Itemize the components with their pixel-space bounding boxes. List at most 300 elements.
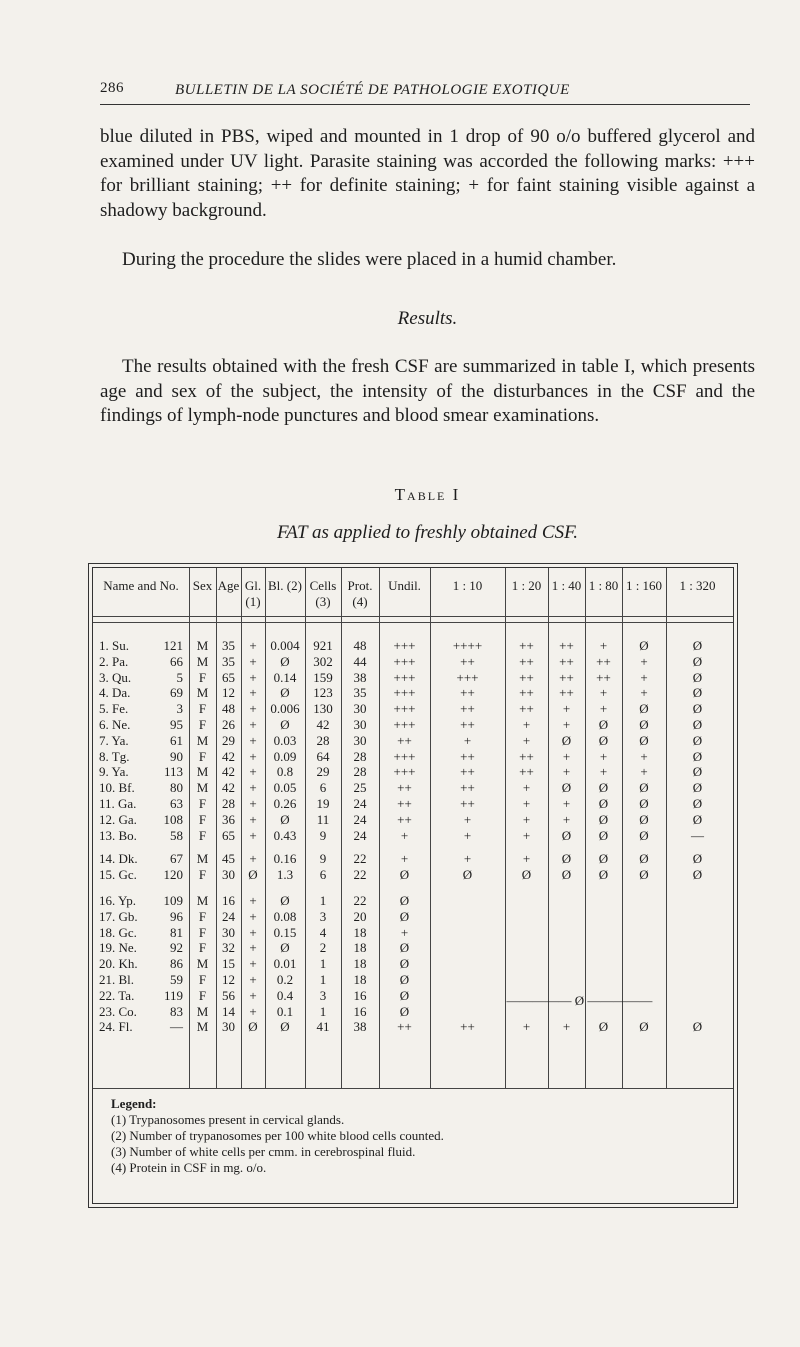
table-cell: 26 <box>222 717 235 732</box>
table-cell: + <box>522 811 531 827</box>
table-cell: +++ <box>393 717 416 732</box>
table-cell: 24 <box>222 908 235 924</box>
table-cell: 22 <box>353 851 367 866</box>
table-cell: Ø <box>399 1003 410 1019</box>
table-caption: FAT as applied to freshly obtained CSF. <box>276 522 579 543</box>
row-number: 86 <box>170 956 183 972</box>
table-cell: F <box>198 827 207 843</box>
table-cell: ++ <box>559 669 574 685</box>
table-cell: + <box>400 827 409 843</box>
column-header: 1 : 40 <box>551 578 582 593</box>
row-name: 23. Co. <box>99 1003 137 1019</box>
table-cell: 48 <box>222 701 235 717</box>
table-cell: Ø <box>692 669 703 685</box>
table-cell: Ø <box>639 851 649 866</box>
table-cell: +++ <box>456 669 479 685</box>
row-name: 2. Pa. <box>99 653 129 669</box>
table-row <box>93 925 733 941</box>
table-cell: Ø <box>399 987 410 1003</box>
table-cell: F <box>198 866 207 882</box>
table-cell: Ø <box>692 748 703 764</box>
column-header: 1 : 320 <box>679 578 716 593</box>
row-number: 83 <box>170 1003 183 1019</box>
row-name: 9. Ya. <box>99 764 129 780</box>
table-cell: ++ <box>460 1019 475 1035</box>
row-number: 120 <box>163 866 183 882</box>
table-cell: ++ <box>460 701 475 717</box>
table-cell: 16 <box>222 893 235 908</box>
row-number: 66 <box>170 653 183 669</box>
table-cell: Ø <box>598 796 609 811</box>
table-cell: +++ <box>393 638 416 653</box>
table-cell: Ø <box>692 866 703 882</box>
table-cell: 0.1 <box>276 1003 294 1019</box>
table-cell: 19 <box>316 796 330 811</box>
table-cell: + <box>522 796 531 811</box>
table-row <box>93 940 733 956</box>
table-cell: + <box>400 924 409 940</box>
table-cell: M <box>196 956 209 972</box>
table-cell: +++ <box>393 764 416 780</box>
table-cell: Ø <box>639 701 649 717</box>
table-cell: ++ <box>460 717 475 732</box>
table-cell: Ø <box>399 866 410 882</box>
table-cell: ++ <box>519 638 534 653</box>
table-cell: 0.08 <box>273 908 297 924</box>
table-cell: ++ <box>460 780 475 796</box>
column-header: Cells (3) <box>309 578 337 609</box>
column-header: Prot. (4) <box>347 578 373 609</box>
table-cell: Ø <box>639 811 649 827</box>
table-cell: + <box>249 638 257 653</box>
table-cell: + <box>249 893 257 908</box>
table-cell: ++ <box>397 796 412 811</box>
table-label: Table I <box>394 485 461 504</box>
table-cell: 0.16 <box>273 851 297 866</box>
table-cell: 15 <box>222 956 235 972</box>
legend-title: Legend: <box>111 1096 157 1111</box>
table-cell: + <box>249 669 257 685</box>
row-name: 10. Bf. <box>99 780 135 796</box>
table-cell: M <box>196 1019 209 1035</box>
table-cell: + <box>249 685 257 701</box>
table-cell: 12 <box>222 685 235 701</box>
table-cell: ++ <box>519 764 534 780</box>
table-cell: Ø <box>692 701 703 717</box>
table-cell: 28 <box>316 732 330 748</box>
table-cell: 18 <box>353 972 367 987</box>
table-row <box>93 685 733 701</box>
table-cell: 42 <box>222 780 235 796</box>
table-cell: 1 <box>319 893 327 908</box>
table-cell: 0.01 <box>273 956 297 972</box>
table-cell: Ø <box>598 780 609 796</box>
table-cell: + <box>249 827 257 843</box>
table-cell: 38 <box>353 669 367 685</box>
table-cell: 22 <box>353 866 367 882</box>
table-cell: + <box>599 748 608 764</box>
table-cell: ++ <box>559 638 574 653</box>
table-cell: 24 <box>353 811 367 827</box>
table-cell: +++ <box>393 701 416 717</box>
table-cell: F <box>198 748 207 764</box>
table-cell: Ø <box>598 811 609 827</box>
table-cell: Ø <box>248 1019 258 1035</box>
table-cell: 3 <box>319 908 327 924</box>
table-cell: 65 <box>222 827 235 843</box>
table-cell: 921 <box>313 638 333 653</box>
legend-item: (4) Protein in CSF in mg. o/o. <box>111 1160 267 1175</box>
table-row <box>93 733 733 749</box>
row-name: 19. Ne. <box>99 940 137 956</box>
table-cell: 0.006 <box>270 701 300 717</box>
row-name: 17. Gb. <box>99 908 138 924</box>
table-cell: 18 <box>353 924 367 940</box>
table-cell: + <box>249 956 257 972</box>
table-row <box>93 796 733 812</box>
table-cell: 0.14 <box>273 669 297 685</box>
row-name: 12. Ga. <box>99 811 137 827</box>
table-cell: 30 <box>222 924 235 940</box>
table-cell: ++ <box>460 685 475 701</box>
row-name: 6. Ne. <box>99 717 131 732</box>
column-header: 1 : 160 <box>625 578 663 593</box>
table-cell: +++ <box>393 653 416 669</box>
table-cell: 16 <box>353 1003 367 1019</box>
table-cell: ++ <box>519 669 534 685</box>
table-cell: 35 <box>222 638 235 653</box>
table-row <box>93 670 733 686</box>
row-name: 1. Su. <box>99 638 129 653</box>
table-row <box>93 717 733 733</box>
table-cell: M <box>196 893 209 908</box>
table-row <box>93 638 733 654</box>
table-cell: + <box>249 1003 257 1019</box>
table-cell: + <box>463 732 472 748</box>
row-name: 11. Ga. <box>99 796 137 811</box>
table-cell: Ø <box>462 866 473 882</box>
row-name: 3. Qu. <box>99 669 132 685</box>
table-cell: + <box>249 764 257 780</box>
column-header: 1 : 80 <box>588 578 619 593</box>
table-cell: ++ <box>519 701 534 717</box>
table-cell: 0.26 <box>273 796 297 811</box>
table-cell: 1 <box>319 972 327 987</box>
table-cell: + <box>249 748 257 764</box>
column-header: Undil. <box>388 578 421 593</box>
table-cell: Ø <box>280 893 290 908</box>
row-name: 15. Gc. <box>99 866 137 882</box>
table-cell: ++ <box>559 653 574 669</box>
table-cell: ++ <box>397 732 412 748</box>
row-name: 5. Fe. <box>99 701 129 717</box>
table-row <box>93 893 733 909</box>
table-row <box>93 1019 733 1035</box>
row-name: 7. Ya. <box>99 732 129 748</box>
table-cell: Ø <box>521 866 532 882</box>
table-cell: + <box>562 811 571 827</box>
table-cell: Ø <box>248 866 258 882</box>
table-cell: 41 <box>316 1019 330 1035</box>
row-name: 16. Yp. <box>99 893 136 908</box>
row-number: 96 <box>170 908 183 924</box>
table-cell: + <box>599 701 608 717</box>
paragraph-method: blue diluted in PBS, wiped and mounted in 1 drop of 90 o/o buffered glycerol and examined under UV light. Parasite staining was accorded the following marks: +++ for brilliant staining; ++ for definite staining; + for faint staining visible against a shadowy background. <box>100 126 755 221</box>
row-name: 22. Ta. <box>99 987 135 1003</box>
row-name: 24. Fl. <box>99 1019 133 1035</box>
row-number: 108 <box>163 811 183 827</box>
table-cell: ++ <box>460 796 475 811</box>
table-cell: ++ <box>460 748 475 764</box>
table-cell: + <box>249 732 257 748</box>
legend-item: (2) Number of trypanosomes per 100 white blood cells counted. <box>111 1128 444 1143</box>
table-cell: 42 <box>316 717 330 732</box>
table-cell: Ø <box>692 780 703 796</box>
table-row <box>93 701 733 717</box>
table-cell: ++ <box>596 669 611 685</box>
table-cell: Ø <box>639 827 649 843</box>
table-cell: ++ <box>519 653 534 669</box>
table-legend <box>111 1096 444 1176</box>
table-cell: ++ <box>397 780 412 796</box>
results-table <box>88 563 738 1208</box>
table-cell: + <box>522 851 531 866</box>
table-cell: 28 <box>353 764 367 780</box>
table-cell: F <box>198 796 207 811</box>
table-cell: F <box>198 669 207 685</box>
table-cell: 0.09 <box>273 748 297 764</box>
row-number: 61 <box>170 732 183 748</box>
table-cell: Ø <box>561 866 572 882</box>
column-header: 1 : 20 <box>511 578 542 593</box>
table-cell: 11 <box>316 811 330 827</box>
table-cell: + <box>249 780 257 796</box>
table-cell: 32 <box>222 940 235 956</box>
table-cell: + <box>249 924 257 940</box>
row-number: 92 <box>170 940 183 956</box>
table-cell: Ø <box>561 780 572 796</box>
table-cell: Ø <box>598 851 609 866</box>
table-row <box>93 828 733 844</box>
table-cell: 6 <box>319 780 327 796</box>
table-cell: Ø <box>692 1019 703 1035</box>
column-header: 1 : 10 <box>452 578 483 593</box>
table-cell: ++ <box>519 685 534 701</box>
table-cell: ++ <box>397 1019 412 1035</box>
table-cell: 56 <box>222 987 235 1003</box>
column-header: Bl. (2) <box>268 578 302 593</box>
table-cell: 29 <box>222 732 235 748</box>
column-header: Gl. (1) <box>244 578 262 609</box>
table-cell: F <box>198 940 207 956</box>
table-cell: Ø <box>639 717 649 732</box>
table-cell: + <box>249 972 257 987</box>
table-cell: + <box>640 653 648 669</box>
table-cell: 302 <box>313 653 333 669</box>
table-cell: 38 <box>353 1019 367 1035</box>
table-cell: Ø <box>692 811 703 827</box>
table-cell: + <box>640 685 648 701</box>
table-cell: + <box>599 764 608 780</box>
table-cell: ++ <box>519 748 534 764</box>
table-cell: + <box>562 764 571 780</box>
table-cell: 3 <box>319 987 327 1003</box>
table-cell: + <box>463 851 472 866</box>
table-cell: 2 <box>319 940 327 956</box>
table-row <box>93 972 733 988</box>
table-cell: + <box>463 827 472 843</box>
row-number: 113 <box>163 764 183 780</box>
table-cell: ++ <box>397 811 412 827</box>
table-cell: Ø <box>692 717 703 732</box>
table-cell: Ø <box>692 653 703 669</box>
table-cell: +++ <box>393 685 416 701</box>
table-cell: Ø <box>399 908 410 924</box>
table-cell: Ø <box>280 811 290 827</box>
table-cell: 0.4 <box>276 987 294 1003</box>
table-cell: 22 <box>353 893 367 908</box>
table-cell: 0.15 <box>273 924 297 940</box>
table-cell: M <box>196 653 209 669</box>
table-cell: 0.004 <box>270 638 300 653</box>
table-cell: Ø <box>399 972 410 987</box>
table-cell: 28 <box>222 796 235 811</box>
table-cell: 12 <box>222 972 235 987</box>
row-name: 14. Dk. <box>99 851 138 866</box>
row-name: 13. Bo. <box>99 827 137 843</box>
row-number: 81 <box>170 924 183 940</box>
table-row <box>93 851 733 867</box>
table-cell: Ø <box>280 653 290 669</box>
table-cell: — <box>691 827 704 843</box>
table-cell: +++ <box>393 748 416 764</box>
table-cell: + <box>249 653 257 669</box>
table-cell: Ø <box>280 940 290 956</box>
row-number: 80 <box>170 780 183 796</box>
table-cell: 35 <box>222 653 235 669</box>
table-cell: + <box>522 732 531 748</box>
row-number: 59 <box>170 972 183 987</box>
table-cell: 36 <box>222 811 235 827</box>
table-cell: 123 <box>313 685 333 701</box>
table-cell: 30 <box>222 866 235 882</box>
row-number: 95 <box>170 717 183 732</box>
table-cell: + <box>463 811 472 827</box>
table-cell: + <box>640 764 648 780</box>
table-cell: Ø <box>639 638 649 653</box>
table-cell: Ø <box>692 764 703 780</box>
table-cell: 25 <box>353 780 367 796</box>
table-cell: + <box>522 1019 531 1035</box>
table-row <box>93 780 733 796</box>
table-cell: + <box>522 827 531 843</box>
table-cell: Ø <box>639 780 649 796</box>
table-cell: 0.2 <box>276 972 294 987</box>
results-heading: Results. <box>397 308 458 329</box>
paragraph-humid-chamber: During the procedure the slides were placed in a humid chamber. <box>122 249 617 270</box>
table-cell: Ø <box>692 732 703 748</box>
table-cell: ++ <box>460 764 475 780</box>
table-cell: + <box>640 669 648 685</box>
table-cell: 1.3 <box>276 866 294 882</box>
table-cell: Ø <box>639 732 649 748</box>
table-row <box>93 812 733 828</box>
header-rule <box>100 104 750 105</box>
table-grid <box>92 567 734 1204</box>
table-cell: 24 <box>353 827 367 843</box>
legend-item: (3) Number of white cells per cmm. in cerebrospinal fluid. <box>111 1144 416 1159</box>
table-cell: Ø <box>692 685 703 701</box>
row-name: 8. Tg. <box>99 748 130 764</box>
table-cell: Ø <box>561 732 572 748</box>
table-cell: Ø <box>561 827 572 843</box>
table-cell: F <box>198 701 207 717</box>
row-name: 21. Bl. <box>99 972 135 987</box>
journal-title: BULLETIN DE LA SOCIÉTÉ DE PATHOLOGIE EXOTIQUE <box>175 82 570 98</box>
table-cell: M <box>196 638 209 653</box>
table-cell: 44 <box>353 653 367 669</box>
table-row <box>93 654 733 670</box>
table-cell: Ø <box>280 685 290 701</box>
table-row <box>93 749 733 765</box>
table-cell: Ø <box>598 866 609 882</box>
table-cell: + <box>562 748 571 764</box>
table-cell: Ø <box>598 732 609 748</box>
group-note-nil: ————— Ø ————— <box>506 993 653 1008</box>
table-cell: 14 <box>222 1003 235 1019</box>
row-divider <box>93 616 733 617</box>
table-cell: Ø <box>639 1019 649 1035</box>
table-cell: F <box>198 811 207 827</box>
table-cell: Ø <box>692 638 703 653</box>
table-cell: Ø <box>598 827 609 843</box>
column-header: Sex <box>192 578 213 593</box>
table-cell: + <box>599 638 608 653</box>
table-cell: Ø <box>280 717 290 732</box>
table-row <box>93 867 733 883</box>
row-number: 3 <box>176 701 183 717</box>
table-cell: 130 <box>313 701 333 717</box>
table-cell: 9 <box>319 827 327 843</box>
table-cell: ++ <box>559 685 574 701</box>
row-divider <box>93 1088 733 1089</box>
row-number: 58 <box>170 827 183 843</box>
table-cell: 1 <box>319 956 327 972</box>
table-cell: 0.43 <box>273 827 297 843</box>
table-cell: ++ <box>460 653 475 669</box>
table-cell: Ø <box>598 717 609 732</box>
table-cell: M <box>196 851 209 866</box>
table-cell: 0.05 <box>273 780 297 796</box>
table-cell: + <box>562 1019 571 1035</box>
table-cell: + <box>249 811 257 827</box>
table-cell: + <box>599 685 608 701</box>
table-cell: 30 <box>222 1019 235 1035</box>
table-cell: 64 <box>316 748 330 764</box>
table-cell: + <box>249 796 257 811</box>
table-cell: 30 <box>353 717 367 732</box>
table-cell: Ø <box>399 940 410 956</box>
table-cell: F <box>198 972 207 987</box>
row-name: 18. Gc. <box>99 924 137 940</box>
table-cell: M <box>196 780 209 796</box>
row-number: 109 <box>163 893 183 908</box>
table-cell: 9 <box>319 851 327 866</box>
table-cell: + <box>562 701 571 717</box>
table-cell: + <box>249 908 257 924</box>
legend-item: (1) Trypanosomes present in cervical glands. <box>111 1112 345 1127</box>
row-divider <box>93 622 733 623</box>
